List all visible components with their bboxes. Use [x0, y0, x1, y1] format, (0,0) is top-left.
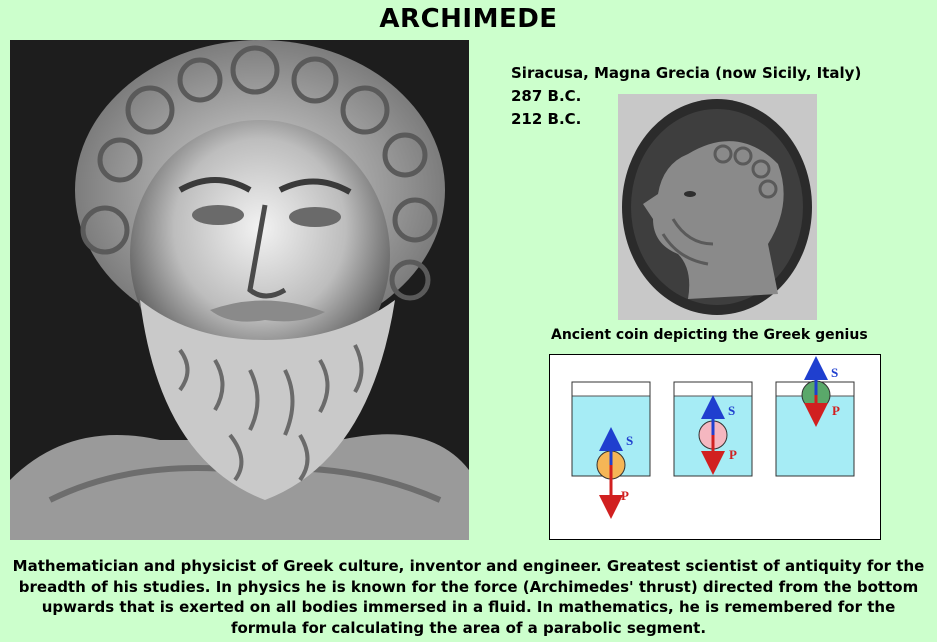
weight-label-3: P — [832, 403, 840, 418]
archimedes-bust-image — [10, 40, 469, 540]
description: Mathematician and physicist of Greek culture, inventor and engineer. Greatest scientist of antiquity for the breadth of his studies. In physics he is known for the force (Archimedes' thrust) directed from the bottom upwards that is exerted on all bodies immersed in a fluid. In mathematics, he is remembered for the formula for calculating the area of a parabolic segment. — [12, 557, 925, 637]
ancient-coin-image — [618, 94, 817, 320]
container-floating — [776, 368, 854, 476]
coin-caption: Ancient coin depicting the Greek genius — [551, 327, 868, 343]
page-title: ARCHIMEDE — [379, 4, 558, 34]
weight-label-2: P — [729, 447, 737, 462]
buoyancy-diagram — [549, 354, 881, 540]
container-sinking — [572, 382, 650, 507]
thrust-label-1: S — [626, 433, 634, 448]
birth-place: Siracusa, Magna Grecia (now Sicily, Italy) — [511, 64, 862, 82]
thrust-label-3: S — [831, 365, 839, 380]
thrust-label-2: S — [728, 403, 736, 418]
weight-label-1: P — [621, 488, 629, 503]
birth-year: 287 B.C. — [511, 87, 582, 105]
death-year: 212 B.C. — [511, 110, 582, 128]
container-suspended — [674, 382, 752, 476]
